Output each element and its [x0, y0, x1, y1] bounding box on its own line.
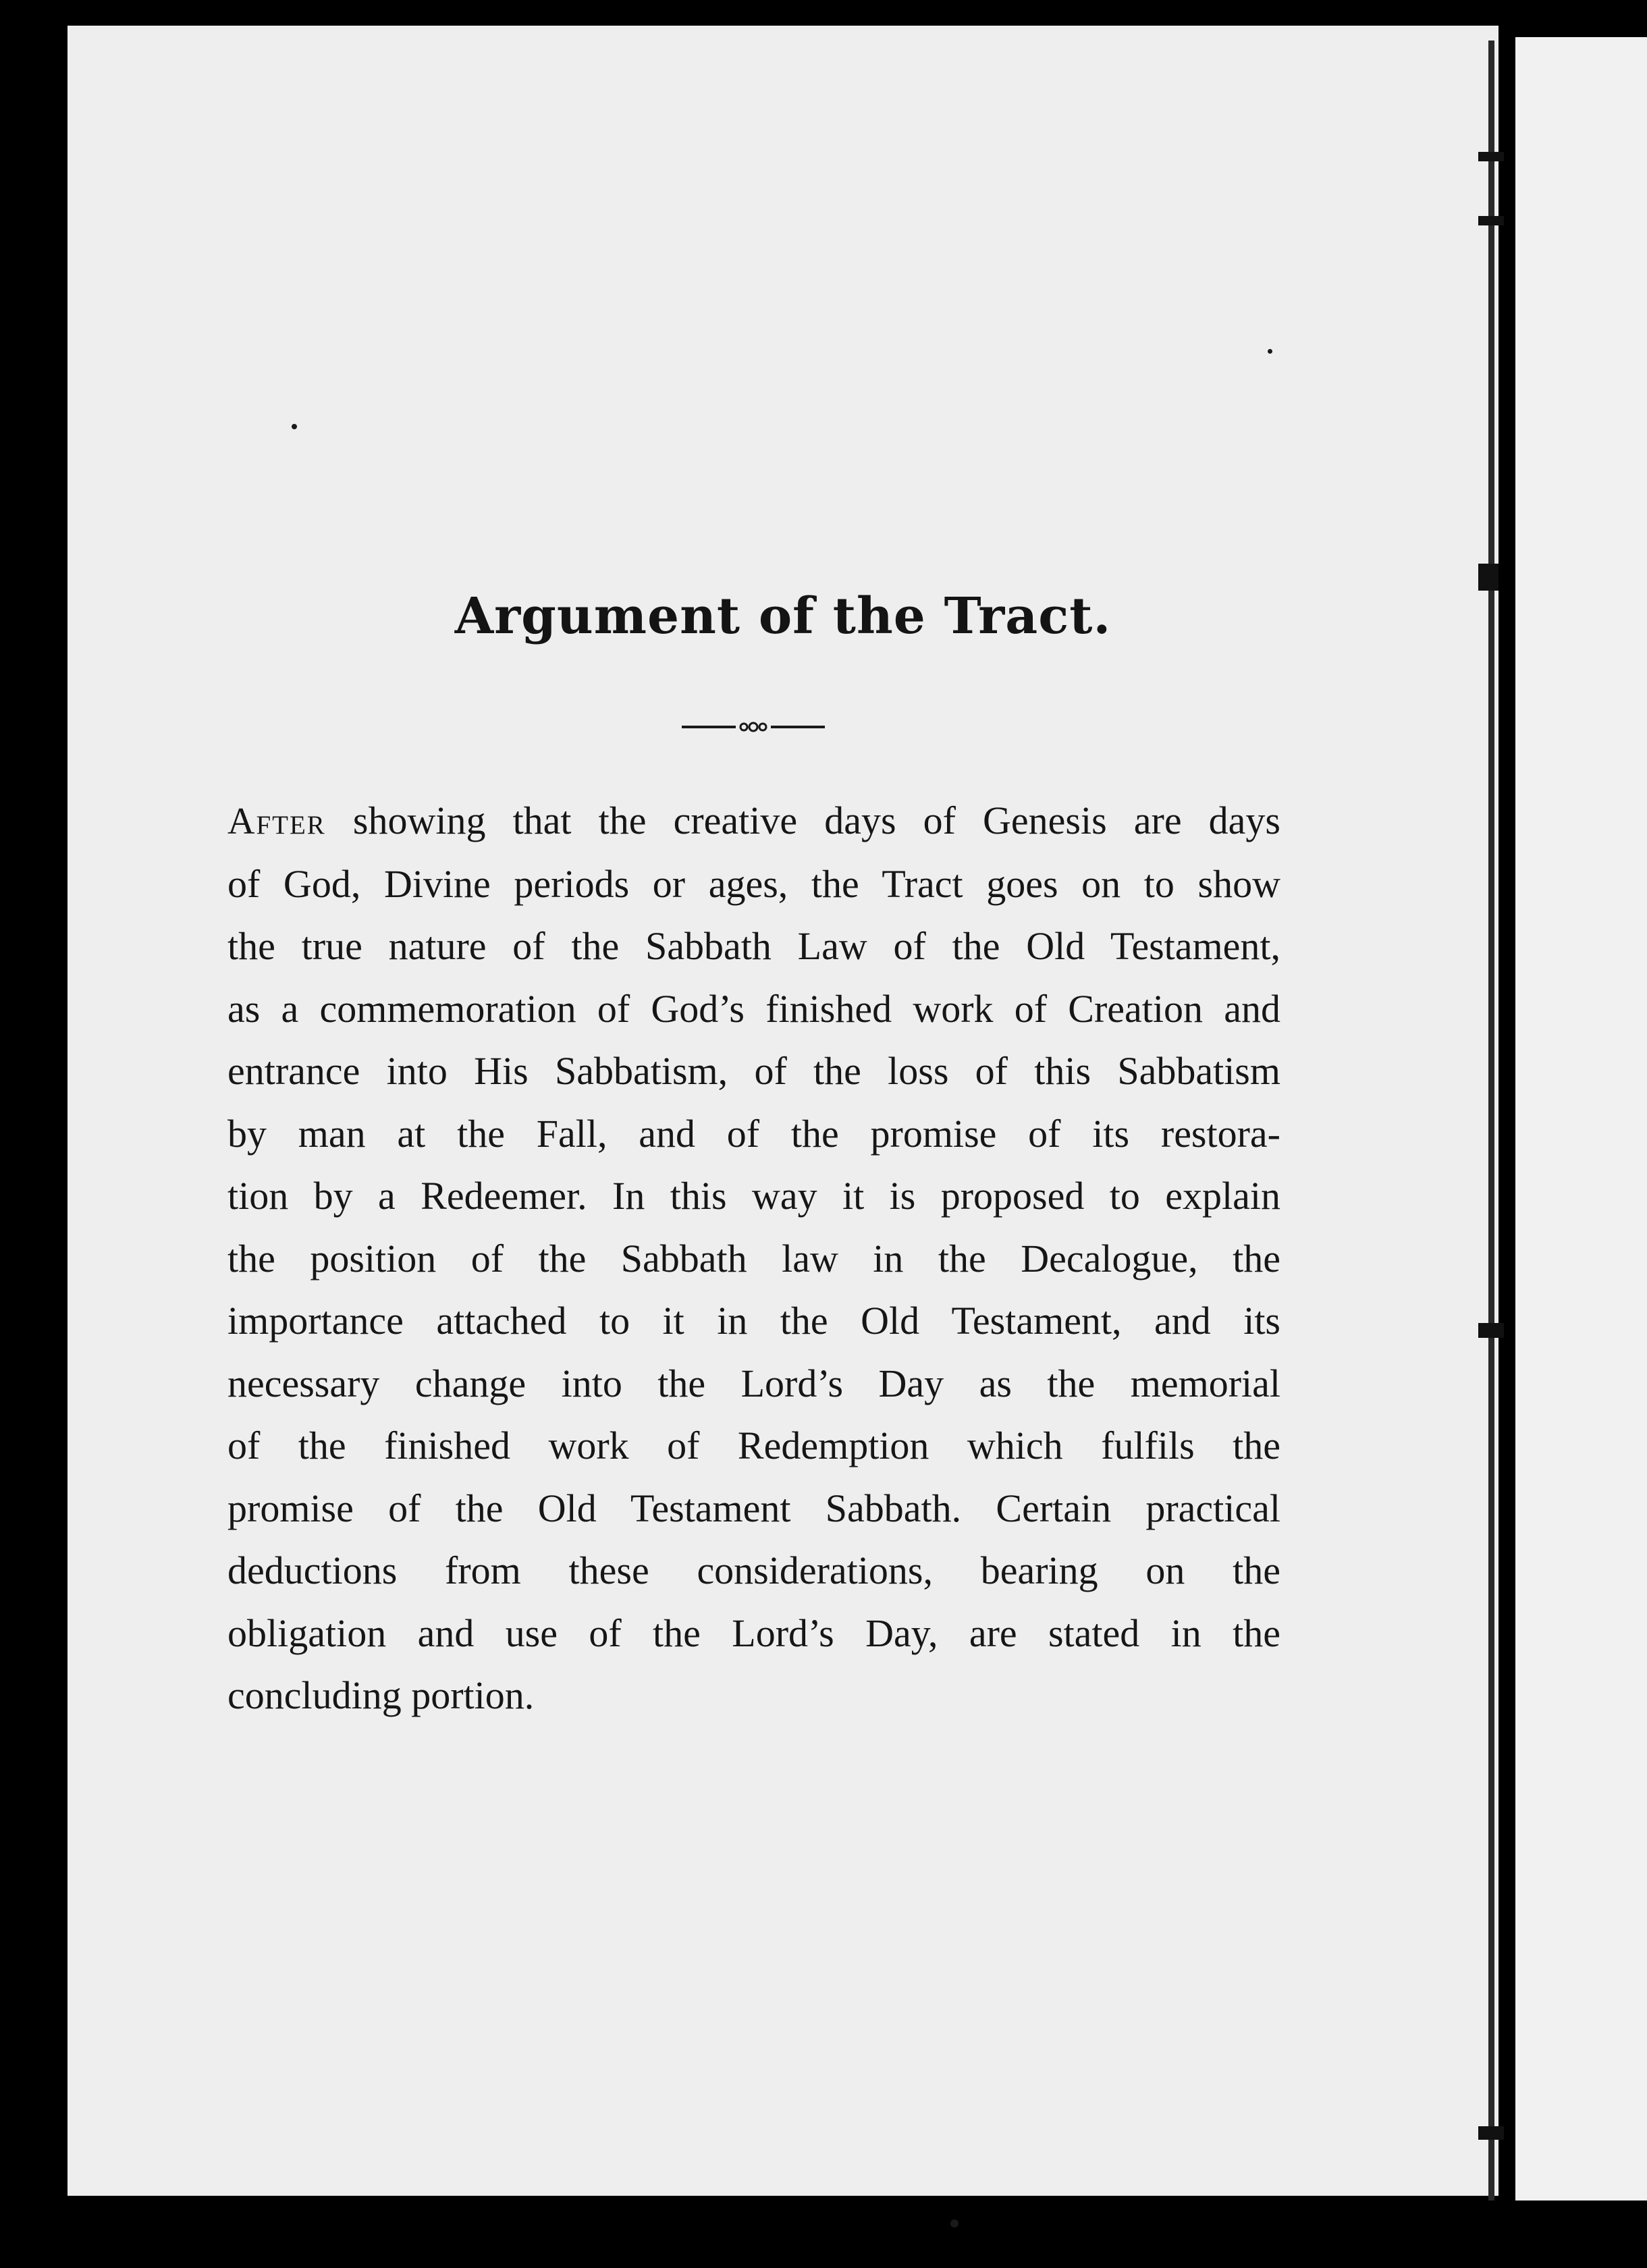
paragraph-line: importance attached to it in the Old Testament, and its	[227, 1299, 1280, 1343]
page-title: Argument of the Tract.	[454, 587, 1112, 645]
paragraph-line: the position of the Sabbath law in the Decalogue, the	[227, 1236, 1280, 1280]
speck	[950, 2219, 959, 2228]
paragraph-line: After showing that the creative days of Genesis are days	[227, 799, 1280, 842]
ornament-divider	[682, 717, 825, 737]
argument-paragraph	[227, 790, 1280, 1727]
paragraph-line: tion by a Redeemer. In this way it is proposed to explain	[227, 1174, 1280, 1218]
binding-mark	[1478, 216, 1504, 225]
paragraph-line: the true nature of the Sabbath Law of the Old Testament,	[227, 924, 1280, 968]
page-binding-edge	[1488, 40, 1494, 2200]
binding-mark	[1478, 2126, 1504, 2140]
paragraph-line: deductions from these considerations, bearing on the	[227, 1548, 1280, 1592]
paragraph-line: concluding portion.	[227, 1673, 535, 1717]
paragraph-line: of God, Divine periods or ages, the Tract goes on to show	[227, 861, 1280, 906]
paragraph-line: by man at the Fall, and of the promise of its restora-	[227, 1111, 1280, 1156]
binding-mark	[1478, 564, 1498, 591]
paragraph-line: promise of the Old Testament Sabbath. Certain practical	[227, 1486, 1280, 1530]
speck	[1268, 349, 1272, 354]
paragraph-line: of the finished work of Redemption which fulfils the	[227, 1424, 1280, 1467]
binding-mark	[1478, 152, 1504, 161]
lead-small-caps: After	[227, 801, 326, 842]
paragraph-line: entrance into His Sabbatism, of the loss of this Sabbatism	[227, 1049, 1280, 1093]
binding-mark	[1478, 1323, 1504, 1338]
speck	[292, 424, 297, 429]
paragraph-line: necessary change into the Lord’s Day as the memorial	[227, 1361, 1280, 1405]
paragraph-line: obligation and use of the Lord’s Day, are stated in the	[227, 1611, 1280, 1655]
facing-page-edge	[1515, 37, 1647, 2200]
paragraph-line: as a commemoration of God’s finished work of Creation and	[227, 986, 1280, 1031]
